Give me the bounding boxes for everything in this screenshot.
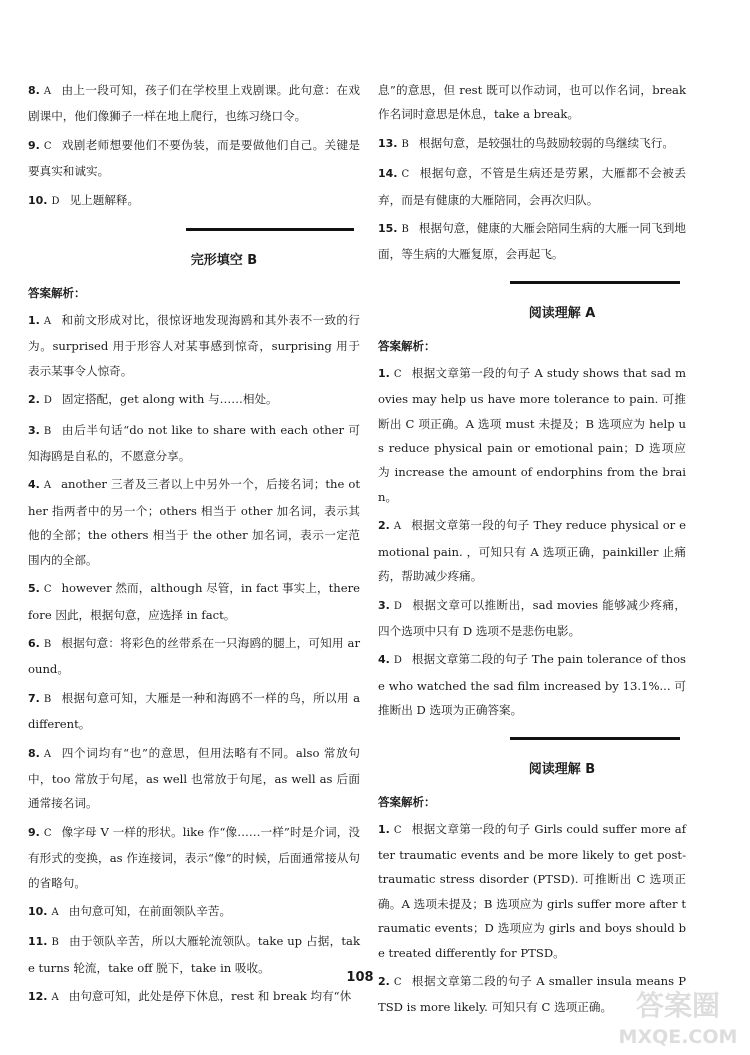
answer-item: 12. A 由句意可知，此处是停下休息，rest 和 break 均有“休: [28, 989, 352, 1004]
section-title: 阅读理解 A: [528, 305, 596, 321]
answer-item: 8. A 由上一段可知，孩子们在学校里上戏剧课。此句意：在戏剧课中，他们像狮子一样在地上爬行，也练习绕口令。: [28, 83, 360, 124]
section-divider: [510, 281, 680, 284]
answer-item: 2. C 根据文章第二段的句子 A smaller insula means PTSD is more likely. 可知只有 C 选项正确。: [378, 973, 686, 1015]
answer-item: 1. C 根据文章第一段的句子 Girls could suffer more after traumatic events and be more likely to get post-traumatic stress disorder (PTSD). 可推断出 C 选项正确。A 选项未提及；B 选项应为 girls suffer more after traumatic events；D 选项应为 girls and boys should be treated differently for PTSD。: [378, 821, 686, 960]
right-column: [378, 78, 686, 1024]
answer-item: 2. D 固定搭配，get along with 与……相处。: [28, 392, 278, 407]
answer-item: 13. B 根据句意，是较强壮的鸟鼓励较弱的鸟继续飞行。: [378, 135, 674, 150]
answer-item: 1. A 和前文形成对比，很惊讶地发现海鸥和其外表不一致的行为。surprised 用于形容人对某事感到惊奇，surprising 用于表示某事令人惊奇。: [28, 313, 360, 378]
section-divider: [186, 228, 354, 231]
section-title: 完形填空 B: [190, 253, 258, 269]
answer-label: 答案解析：: [378, 794, 436, 809]
left-items-top: [28, 78, 360, 214]
answer-item: 4. A another 三者及三者以上中另外一个，后接名词；the other 指两者中的另一个；others 相当于 other 加名词，表示其他的全部；the others 相当于 the other 加名词，表示一定范围内的全部。: [28, 477, 360, 567]
answer-label: 答案解析：: [378, 338, 436, 353]
answer-item: 3. D 根据文章可以推断出，sad movies 能够减少疼痛，四个选项中只有 D 选项不是悲伤电影。: [378, 597, 686, 638]
answer-item: 8. A 四个词均有“也”的意思，但用法略有不同。also 常放句中，too 常放于句尾，as well 也常放于句尾，as well as 后面通常接名词。: [28, 745, 360, 811]
answer-item: 14. C 根据句意，不管是生病还是劳累，大雁都不会被丢弃，而是有健康的大雁陪同，会再次归队。: [378, 166, 686, 207]
left-column: [28, 78, 360, 1015]
answer-item: 11. B 由于领队辛苦，所以大雁轮流领队。take up 占据，take turns 轮流，take off 脱下，take in 吸收。: [28, 934, 360, 975]
answer-item: 2. A 根据文章第一段的句子 They reduce physical or emotional pain. ，可知只有 A 选项正确，painkiller 止痛药，帮助减少疼痛。: [378, 518, 686, 584]
answer-item: 9. C 像字母 V 一样的形状。like 作“像……一样”时是介词，没有形式的变换，as 作连接词，表示“像”的时候，后面通常接从句的省略句。: [28, 824, 360, 890]
watermark-bottom-text: MXQE.COM: [618, 1026, 738, 1048]
answer-item: 10. A 由句意可知，在前面领队辛苦。: [28, 903, 232, 918]
answer-item: 9. C 戏剧老师想要他们不要伪装，而是要做他们自己。关键是要真实和诚实。: [28, 137, 360, 179]
answer-item: 3. B 由后半句话“do not like to share with each other 可知海鸥是自私的，不愿意分享。: [28, 422, 360, 464]
answer-label: 答案解析：: [28, 286, 86, 301]
answer-item: 7. B 根据句意可知，大雁是一种和海鸥不一样的鸟，所以用 a different。: [28, 690, 360, 732]
watermark-top-text: 答案圈: [635, 989, 721, 1022]
continued-text: 息”的意思，但 rest 既可以作动词，也可以作名词，break 作名词时意思是休息，take a break。: [378, 83, 686, 122]
answer-item: 6. B 根据句意：将彩色的丝带系在一只海鸥的腿上，可知用 around。: [28, 635, 360, 677]
answer-item: 4. D 根据文章第二段的句子 The pain tolerance of those who watched the sad film increased by 13.1%... 可推断出 D 选项为正确答案。: [378, 652, 686, 718]
watermark-logo: [612, 985, 744, 1049]
page-number: 108: [346, 970, 374, 985]
answer-item: 10. D 见上题解释。: [28, 192, 140, 207]
answer-item: 15. B 根据句意，健康的大雁会陪同生病的大雁一同飞到地面，等生病的大雁复原，会再起飞。: [378, 221, 686, 262]
answer-item: 1. C 根据文章第一段的句子 A study shows that sad movies may help us have more tolerance to pain. 可推断出 C 项正确。A 选项 must 未提及；B 选项应为 help us reduce physical pain or emotional pain；D 选项应为 increase the amount of endorphins from the brain。: [378, 365, 686, 504]
answer-item: 5. C however 然而，although 尽管，in fact 事实上，therefore 因此，根据句意，应选择 in fact。: [28, 581, 360, 622]
left-items: [28, 308, 360, 1011]
section-divider: [510, 737, 680, 740]
section-title: 阅读理解 B: [528, 761, 596, 777]
